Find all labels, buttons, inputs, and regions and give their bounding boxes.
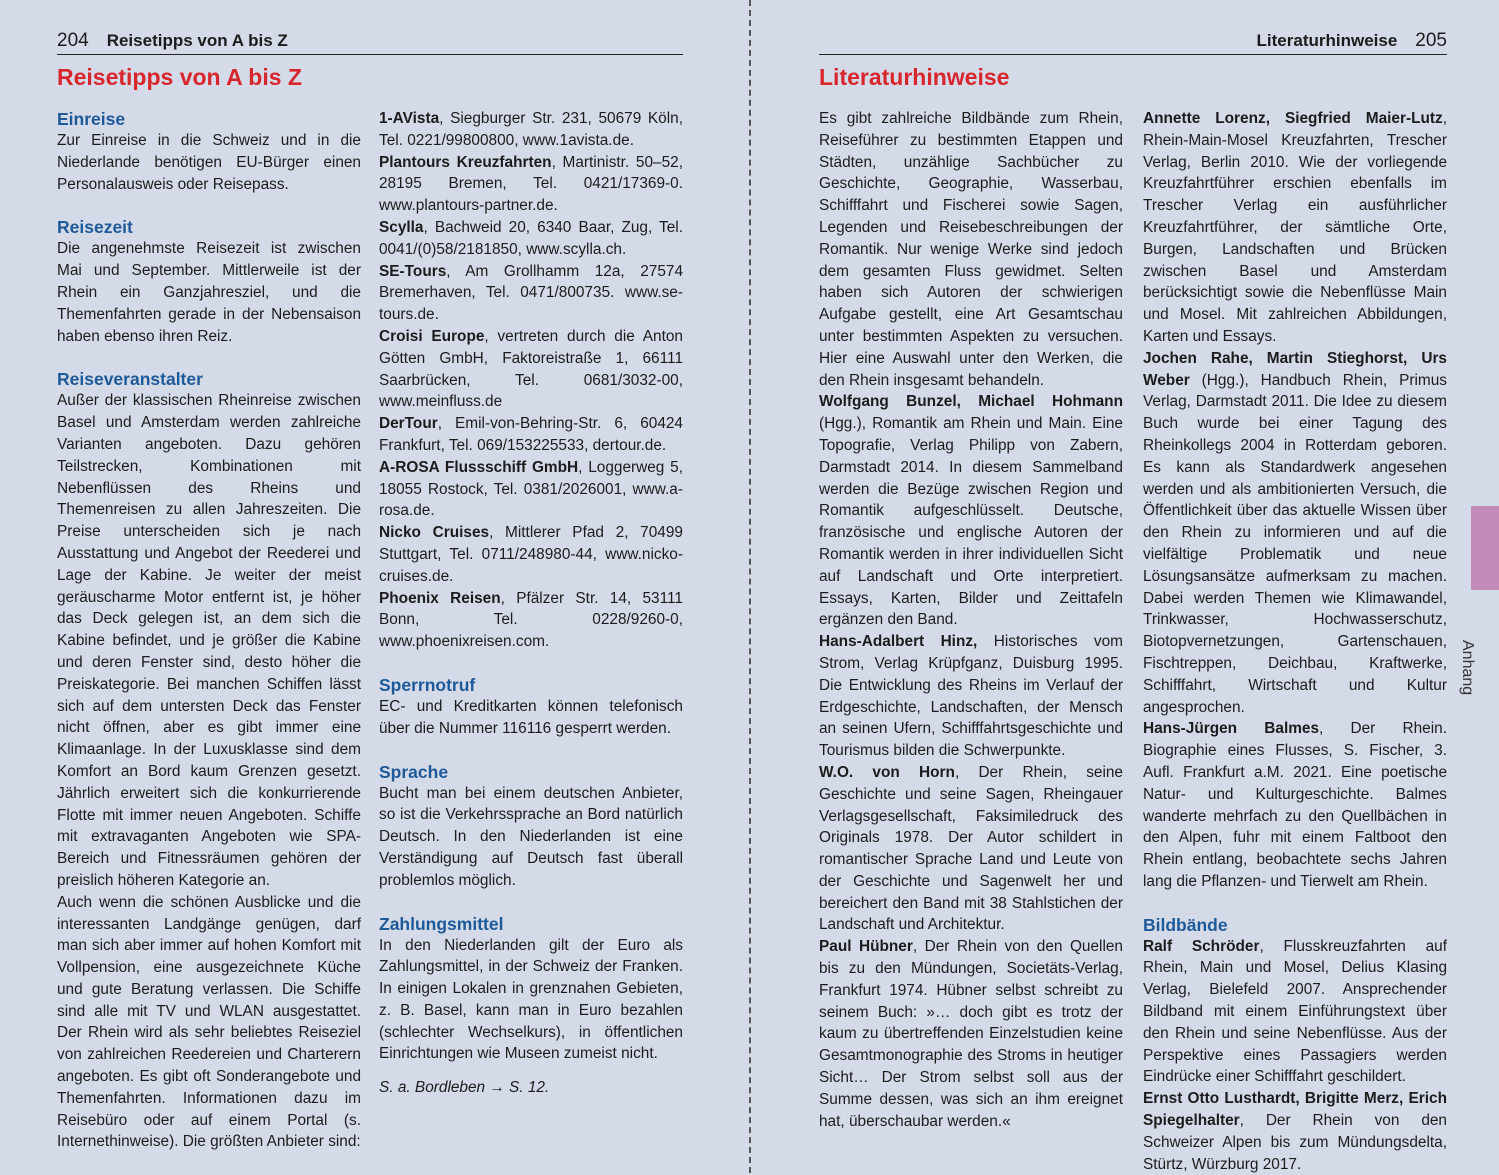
provider-details: , Bachweid 20, 6340 Baar, Zug, Tel. 0041/(0)58/2181850, www.scylla.ch.: [379, 218, 683, 258]
provider-entry: [379, 457, 683, 522]
provider-details: , Martinistr. 50–52, 28195 Bremen, Tel. 0421/17369-0. www.plantours-partner.de.: [379, 153, 683, 215]
section-text: Auch wenn die schönen Ausblicke und die interessanten Landgänge genügen, darf man sich aber immer auf hohen Komfort mit Vollpension, eine ausgezeichnete Küche und gute Beratung verlassen. Die Schiffe sind alle mit TV und WLAN ausgestattet. Der Rhein wird als sehr beliebtes Reiseziel von zahlreichen Reedereien und Charterern angeboten. Es gibt oft Sonderangebote und Themenfahrten. Informationen dazu im Reisebüro oder auf einem Portal (s. Internethinweise). Die größten Anbieter sind:: [57, 893, 361, 1151]
provider-name: SE-Tours: [379, 262, 447, 280]
right-page: [752, 0, 1499, 1173]
entry-author: Ernst Otto Lusthardt, Brigitte Merz, Erich Spiegelhalter: [1143, 1090, 1447, 1130]
entry-text: (Hgg.), Romantik am Rhein und Main. Eine Topografie, Verlag Philipp von Zabern, Darmstadt 2014. In diesem Sammelband werden die Bezüge zwischen Region und Romantik aufgeschlüsselt. Deutsche, französische und englische Autoren der Romantik werden in ihrer individuellen Sicht auf Landschaft und Orte interpretiert. Essays, Karten, Bilder und Zeittafeln ergänzen den Band.: [819, 415, 1123, 629]
literature-entry: [819, 391, 1123, 631]
section-text: Außer der klassischen Rheinreise zwischen Basel und Amsterdam werden zahlreiche Varianten angeboten. Dazu gehören Teilstrecken, Kombinationen mit Nebenflüssen des Rheins und Themenreisen zu allen Jahreszeiten. Die Preise unterscheiden sich je nach Ausstattung und Angebot der Reederei und Lage der Kabine. Je weiter der meist geräuscharme Motor entfernt ist, je höher das Deck gelegen ist, an dem sich die Kabine befindet, und je größer die Kabine und deren Fenster sind, desto höher die Preiskategorie. Bei manchen Schiffen lässt sich auf dem untersten Deck das Fenster nicht öffnen, aber es gibt immer eine Klimaanlage. In der Luxusklasse sind dem Komfort an Bord kaum Grenzen gesetzt. Jährlich erweitert sich die konkurrierende Flotte mit immer neuen Angeboten. Schiffe mit extravaganten Angeboten wie SPA-Bereich und Fitnessräumen gehören der preislich höheren Kategorie an.: [57, 392, 361, 889]
provider-details: , Loggerweg 5, 18055 Rostock, Tel. 0381/2026001, www.a-rosa.de.: [379, 458, 683, 520]
left-column-1: [57, 108, 361, 1153]
intro-text: Es gibt zahlreiche Bildbände zum Rhein, Reiseführer zu bestimmten Etappen und Städten, unzählige Sachbücher zu Geschichte, Geographie, Wasserbau, Schifffahrt und Fischerei sowie Sagen, Legenden und Reisebeschreibungen der Romantik. Nur wenige Werke sind jedoch dem gesamten Fluss gewidmet. Selten haben sich Autoren der schwierigen Aufgabe gestellt, eine Art Gesamtschau unter bestimmten Aspekten zu versuchen. Hier eine Auswahl unter den Werken, die den Rhein insgesamt behandeln.: [819, 110, 1123, 389]
provider-entry: [379, 108, 683, 152]
provider-entry: [379, 152, 683, 217]
literature-entry: [1143, 718, 1447, 892]
chapter-tab: [1471, 506, 1499, 590]
provider-name: DerTour: [379, 415, 438, 433]
provider-name: Phoenix Reisen: [379, 589, 501, 607]
entry-text: (Hgg.), Handbuch Rhein, Primus Verlag, Darmstadt 2011. Die Idee zu diesem Buch wurde bei einer Tagung des Rheinkollegs 2004 in Rotterdam geboren. Es kann als Standardwerk angesehen werden und als ambitionierten Versuch, die Öffentlichkeit über das aktuelle Wissen über den Rhein zu informieren und auf die vielfältige Problematik und neue Lösungsansätze aufmerksam zu machen. Dabei werden Themen wie Klimawandel, Trinkwasser, Hochwasserschutz, Biotopvernetzungen, Gartenschauen, Fischtreppen, Deichbau, Kraftwerke, Schifffahrt, Wirtschaft und Kultur angesprochen.: [1143, 371, 1447, 716]
right-column-2: [1143, 108, 1447, 1175]
provider-name: Scylla: [379, 218, 424, 236]
provider-name: Plantours Kreuzfahrten: [379, 153, 552, 171]
entry-author: Annette Lorenz, Siegfried Maier-Lutz: [1143, 110, 1443, 127]
provider-entry: [379, 588, 683, 653]
page-title: Literaturhinweise: [819, 64, 1010, 90]
right-column-1: [819, 108, 1123, 1132]
entry-text: , Der Rhein von den Quellen bis zu den Mündungen, Societäts-Verlag, Frankfurt 1974. Hübner selbst schreibt zu seinem Buch: »… doch gibt es trotz der kaum zu übertreffenden Einzelstudien keine Gesamtmonographie des Stroms in heutiger Sicht… Der Strom selbst soll aus der Summe dessen, was sich an ihm ereignet hat, überschaubar werden.«: [819, 938, 1123, 1130]
entry-author: Wolfgang Bunzel, Michael Hohmann: [819, 393, 1123, 411]
literature-entry: [819, 936, 1123, 1132]
section-heading: Sprache: [379, 761, 449, 782]
section-text: Bucht man bei einem deutschen Anbieter, so ist die Verkehrssprache an Bord natürlich Deutsch. In den Niederlanden ist eine Verständigung auf Deutsch fast überall problemlos möglich.: [379, 784, 683, 889]
section-heading: Bildbände: [1143, 914, 1228, 935]
provider-details: , Emil-von-Behring-Str. 6, 60424 Frankfurt, Tel. 069/153225533, dertour.de.: [379, 415, 683, 454]
section-heading: Reisezeit: [57, 217, 133, 238]
provider-entry: [379, 413, 683, 457]
provider-entry: [379, 261, 683, 326]
section-heading: Einreise: [57, 109, 126, 129]
entry-text: , Der Rhein, seine Geschichte und seine Sagen, Rheingauer Verlagsgesellschaft, Faksimiledruck des Originals 1978. Der Autor schildert in romantischer Sprache Land und Leute von der Geschichte und Sagenwelt her und bereichert den Band mit 38 Stahlstichen der Landschaft und Architektur.: [819, 763, 1123, 934]
section-heading: Sperrnotruf: [379, 674, 476, 695]
entry-text: , Rhein-Main-Mosel Kreuzfahrten, Trescher Verlag, Berlin 2010. Wie der vorliegende Kreuzfahrtführer erschien ebenfalls im Trescher Verlag ein ausführlicher Kreuzfahrtführer, der sämtliche Orte, Burgen, Landschaften und Brücken zwischen Basel und Amsterdam berücksichtigt sowie die Nebenflüsse Main und Mosel. Mit zahlreichen Abbildungen, Karten und Essays.: [1143, 110, 1447, 345]
page-number: 205: [1415, 30, 1447, 51]
entry-text: , Der Rhein von den Schweizer Alpen bis zum Mündungsdelta, Stürtz, Würzburg 2017.: [1143, 1112, 1447, 1173]
section-text: In den Niederlanden gilt der Euro als Zahlungsmittel, in der Schweiz der Franken. In einigen Lokalen in grenznahen Gebieten, z. B. Basel, kann man in Euro bezahlen (schlechter Wechselkurs), in öffentlichen Einrichtungen wie Museen zumeist nicht.: [379, 936, 683, 1063]
provider-entry: [379, 326, 683, 413]
literature-entry: [819, 762, 1123, 936]
provider-name: A-ROSA Flussschiff GmbH: [379, 458, 579, 476]
provider-name: Croisi Europe: [379, 327, 485, 345]
entry-text: , Der Rhein. Biographie eines Flusses, S. Fischer, 3. Aufl. Frankfurt a.M. 2021. Eine poetische Natur- und Kulturgeschichte. Balmes wanderte mehrfach zu den Quellbächen in den Alpen, fuhr mit einem Faltboot den Rhein entlang, beobachtete sechs Jahren lang die Pflanzen- und Tierwelt am Rhein.: [1143, 720, 1447, 890]
literature-entry: [1143, 348, 1447, 719]
see-also-reference: S. a. Bordleben → S. 12.: [379, 1079, 550, 1097]
entry-text: , Flusskreuzfahrten auf Rhein, Main und Mosel, Delius Klasing Verlag, Bielefeld 2007. Ansprechender Bildband mit einem Einführungstext über den Rhein und seine Nebenflüsse. Aus der Perspektive eines Passagiers werden Eindrücke einer Schifffahrt geschildert.: [1143, 937, 1448, 1086]
provider-entry: [379, 522, 683, 587]
running-head: Reisetipps von A bis Z: [106, 31, 288, 50]
running-header-right: [819, 30, 1447, 55]
left-page: [0, 0, 748, 1173]
section-heading: Reiseveranstalter: [57, 369, 203, 390]
side-tab-label: Anhang: [1459, 640, 1476, 696]
entry-author: W.O. von Horn: [819, 763, 955, 781]
section-text: Zur Einreise in die Schweiz und in die Niederlande benötigen EU-Bürger einen Personalausweis oder Reisepass.: [57, 132, 361, 193]
entry-author: Paul Hübner: [819, 938, 913, 956]
entry-author: Jochen Rahe, Martin Stieghorst, Urs Weber: [1143, 349, 1447, 389]
literature-entry: [819, 631, 1123, 762]
provider-name: Nicko Cruises: [379, 524, 490, 542]
provider-entry: [379, 217, 683, 261]
section-text: Die angenehmste Reisezeit ist zwischen Mai und September. Mittlerweile ist der Rhein ein Ganzjahresziel, und die Themenfahrten gerade in der Nebensaison haben ebenso ihren Reiz.: [57, 240, 361, 345]
running-head: Literaturhinweise: [1256, 31, 1398, 50]
section-heading: Zahlungsmittel: [379, 913, 504, 934]
page-number: 204: [57, 30, 89, 51]
literature-entry: [1143, 936, 1447, 1089]
literature-entry: [1143, 108, 1447, 348]
provider-details: , Siegburger Str. 231, 50679 Köln, Tel. 0221/99800800, www.1avista.de.: [379, 110, 683, 149]
provider-details: , Pfälzer Str. 14, 53111 Bonn, Tel. 0228/9260-0, www.phoenixreisen.com.: [379, 589, 683, 651]
provider-details: , Am Grollhamm 12a, 27574 Bremerhaven, Tel. 0471/800735. www.se-tours.de.: [379, 262, 683, 324]
provider-details: , vertreten durch die Anton Götten GmbH, Faktoreistraße 1, 66111 Saarbrücken, Tel. 0681/3032-00, www.meinfluss.de: [379, 327, 683, 411]
page-title: Reisetipps von A bis Z: [57, 64, 302, 90]
entry-author: Ralf Schröder: [1143, 937, 1260, 955]
literature-entry: [1143, 1088, 1447, 1175]
entry-text: Historisches vom Strom, Verlag Krüpfganz, Duisburg 1995. Die Entwicklung des Rheins im Verlauf der Erdgeschichte, Landschaften, der Mensch an seinen Ufern, Schifffahrtsgeschichte und Tourismus bilden die Schwerpunkte.: [819, 633, 1123, 760]
section-text: EC- und Kreditkarten können telefonisch über die Nummer 116116 gesperrt werden.: [379, 697, 683, 737]
page-divider: [749, 0, 751, 1173]
entry-author: Hans-Adalbert Hinz,: [819, 633, 978, 651]
provider-details: , Mittlerer Pfad 2, 70499 Stuttgart, Tel. 0711/248980-44, www.nicko-cruises.de.: [379, 524, 683, 585]
running-header-left: [57, 30, 683, 55]
left-column-2: [379, 108, 683, 1099]
provider-name: 1-AVista: [379, 110, 440, 127]
entry-author: Hans-Jürgen Balmes: [1143, 720, 1320, 738]
